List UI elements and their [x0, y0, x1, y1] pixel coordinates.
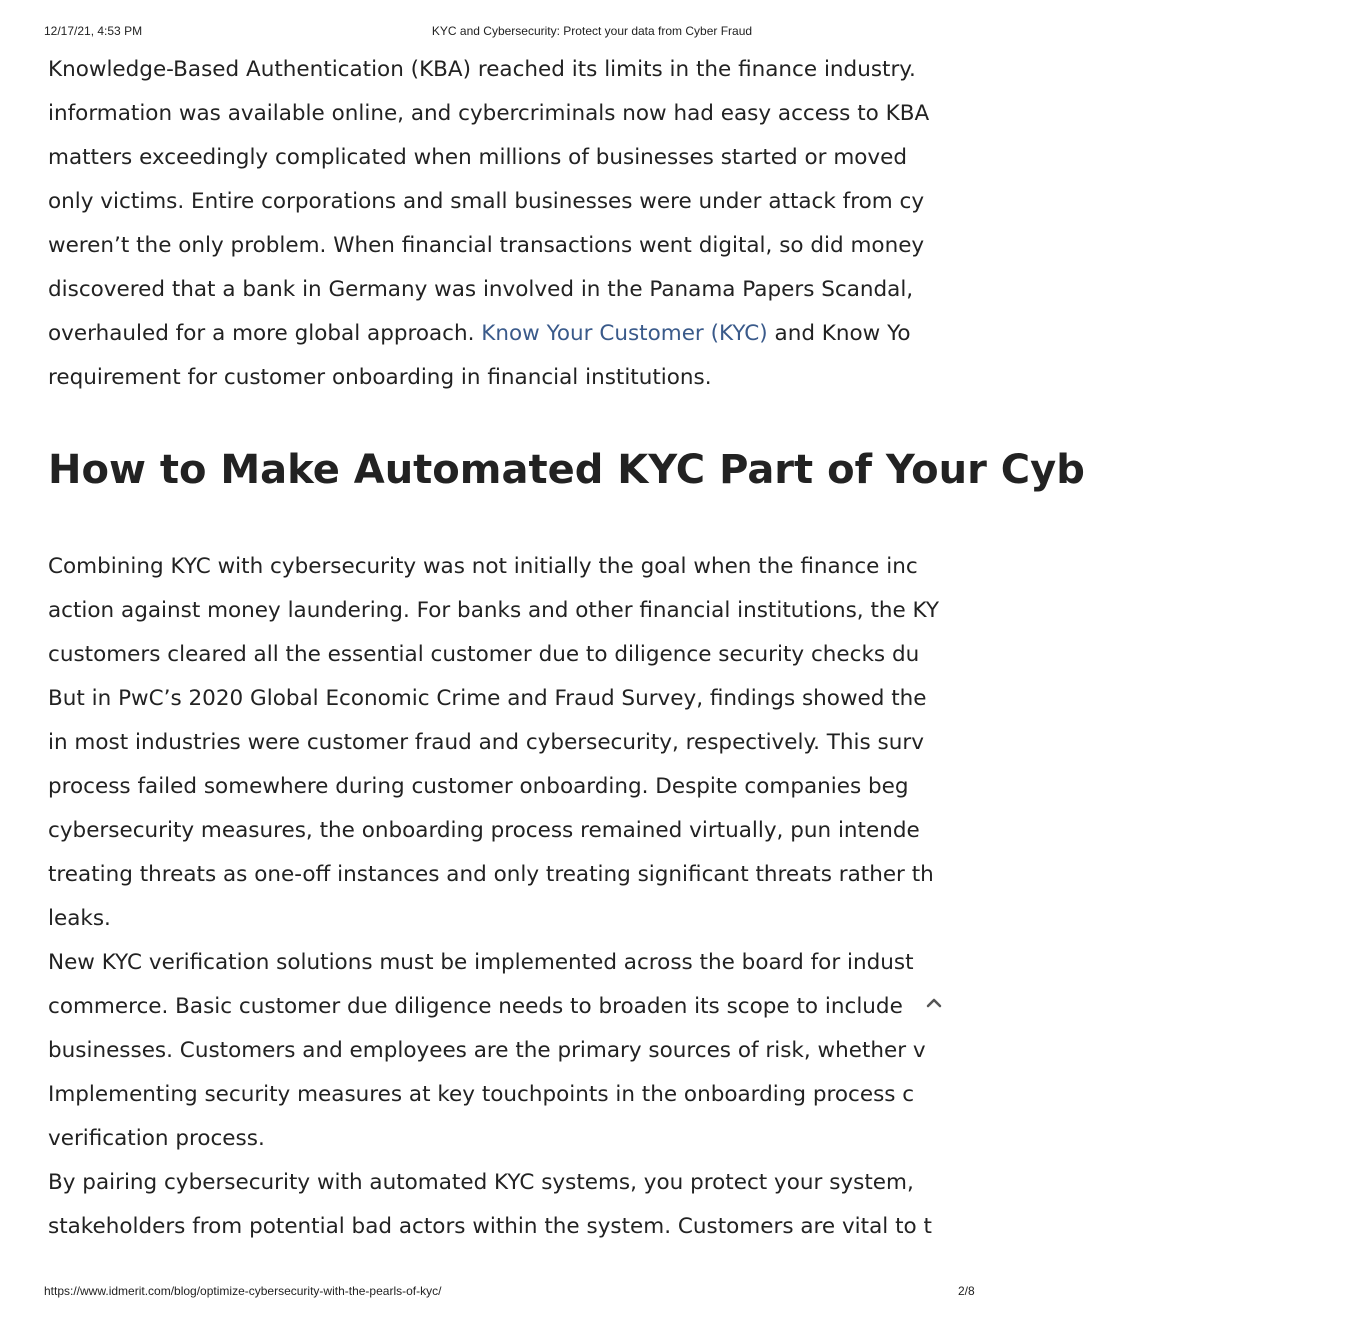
print-datetime: 12/17/21, 4:53 PM [44, 24, 143, 38]
print-page-title: KYC and Cybersecurity: Protect your data from Cyber Fraud [431, 24, 753, 38]
body-paragraph: Combining KYC with cybersecurity was not initially the goal when the finance inc action against money laundering. For banks and other financial institutions, the KY customers cleared all the essential customer due to diligence security checks du But in PwC’s 2020 Global Economic Crime and Fraud Survey, findings showed the in most industries were customer fraud and cybersecurity, respectively. This surv process failed somewhere during customer onboarding. Despite companies beg cybersecurity measures, the onboarding process remained virtually, pun intende treating threats as one-off instances and only treating significant threats rather th leaks. [48, 554, 940, 931]
intro-paragraph [48, 48, 1348, 400]
intro-text-after-link: and Know Yo requirement for customer onboarding in financial institutions. [48, 321, 911, 390]
print-footer [0, 1284, 1024, 1302]
intro-text-before-link: Knowledge-Based Authentication (KBA) reached its limits in the finance industry. information was available online, and cybercriminals now had easy access to KBA matters exceedingly complicated when millions of businesses started or moved only victims. Entire corporations and small businesses were under attack from cy weren’t the only problem. When financial transactions went digital, so did money discovered that a bank in Germany was involved in the Panama Papers Scandal, overhauled for a more global approach. [48, 57, 930, 346]
print-header [0, 24, 1024, 42]
body-paragraph: New KYC verification solutions must be implemented across the board for indust commerce. Basic customer due diligence needs to broaden its scope to include businesses. Customers and employees are the primary sources of risk, whether v Implementing security measures at key touchpoints in the onboarding process c verification process. [48, 950, 926, 1151]
chevron-up-icon [926, 998, 942, 1008]
scroll-to-top-button[interactable] [906, 982, 962, 1028]
kyc-link[interactable]: Know Your Customer (KYC) [481, 321, 768, 346]
section-heading: How to Make Automated KYC Part of Your Cyb [48, 447, 1085, 493]
print-page-number: 2/8 [958, 1284, 975, 1298]
body-paragraph: By pairing cybersecurity with automated KYC systems, you protect your system, stakeholders from potential bad actors within the system. Customers are vital to t [48, 1170, 932, 1239]
article-body [48, 48, 1348, 1249]
article-viewport [48, 46, 1085, 1246]
print-url: https://www.idmerit.com/blog/optimize-cybersecurity-with-the-pearls-of-kyc/ [44, 1284, 442, 1298]
